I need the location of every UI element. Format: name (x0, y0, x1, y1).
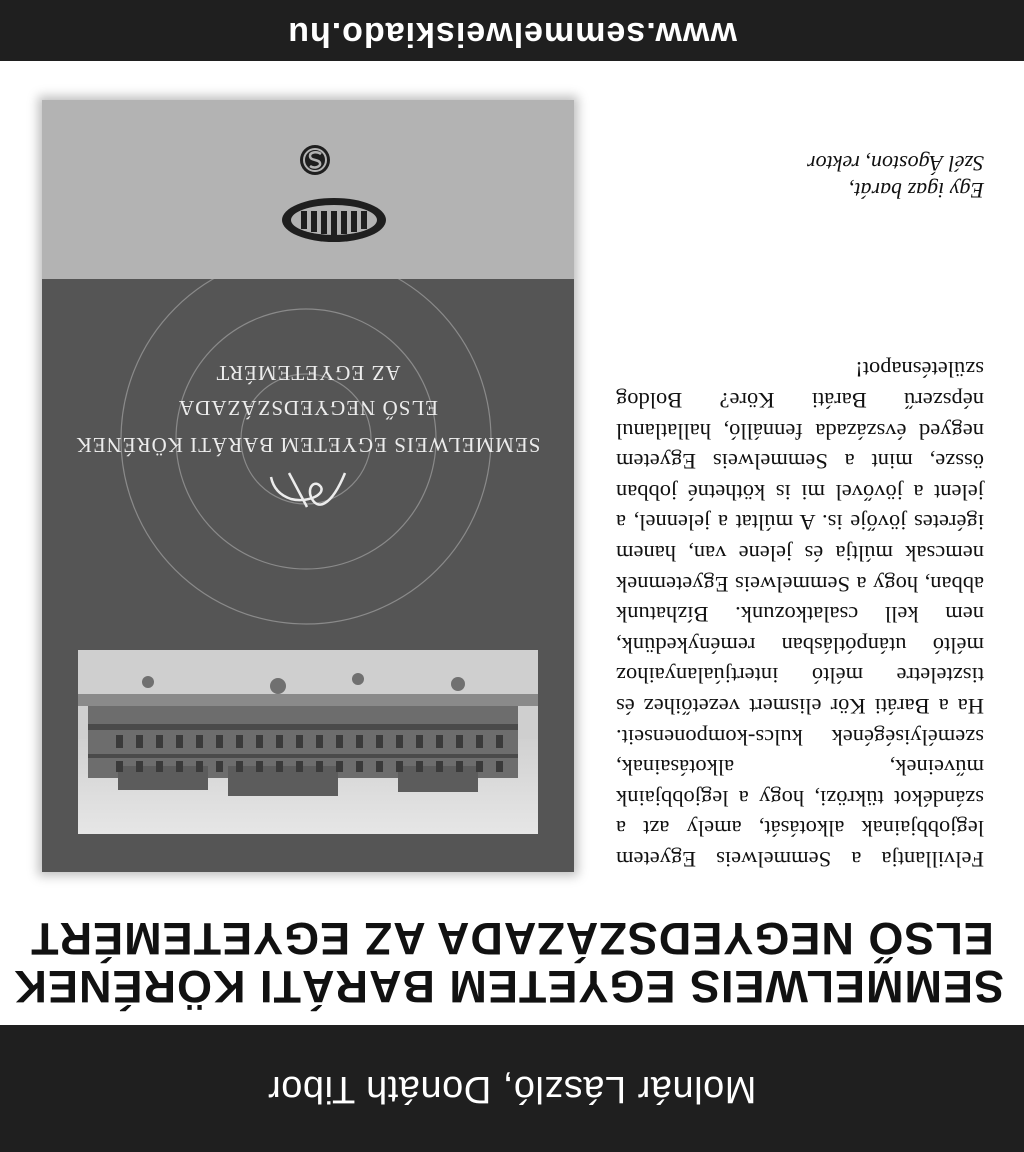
semmelweis-publisher-icon (298, 143, 332, 177)
footer-band (0, 0, 1024, 61)
book-cover (42, 100, 574, 872)
cover-title-line-1: SEMMELWEIS EGYETEM BARÁTI KÖRÉNEK (75, 433, 541, 457)
cover-title-line-3: AZ EGYETEMÉRT (215, 361, 401, 385)
signature (744, 150, 984, 204)
building-photo (78, 650, 538, 834)
website-link[interactable]: www.semmelweiskiado.hu (287, 15, 737, 53)
baratikor-logo-icon (279, 195, 389, 245)
cover-bottom-band (42, 100, 574, 279)
body-text: Felvillantja a Semmelweis Egyetem legjobbjainak alkotását, amely azt a szándékot tükrözi, hogy a legjobbjaink műveinek, alkotásainak, személyiségének kulcs-komponenseit. Ha a Baráti Kör elismert vezetőihez és tiszteletre méltó intertjúalanyaihoz méltó utánpótlásban reménykedünk, nem kell csalatkozunk. Bízhatunk abban, hogy a Semmelweis Egyetemnek nemcsak múltja és jelene van, hanem igéretes jövője is. A múltat a jelennel, a jelent a jövővel mi is köthetné jobban össze, mint a Semmelweis Egyetem negyed évszázada fennálló, hallatlanul népszerű Baráti Köre? Boldog születésnapot! (616, 357, 984, 872)
cover-title-line-2: ELSŐ NEGYEDSZÁZADA (177, 396, 439, 420)
header-band (0, 1025, 1024, 1152)
headline-line-2: ELSŐ NEGYEDSZÁZADA AZ EGYETEMÉRT (30, 913, 994, 964)
signature-monogram-icon (265, 467, 351, 517)
signature-line-2: Szél Ágoston, rektor (807, 151, 984, 176)
headline-line-1: SEMMELWEIS EGYETEM BARÁTI KÖRÉNEK (13, 961, 1004, 1012)
authors: Molnár László, Donáth Tibor (267, 1068, 757, 1110)
signature-line-1: Egy igaz barát, (848, 178, 984, 203)
